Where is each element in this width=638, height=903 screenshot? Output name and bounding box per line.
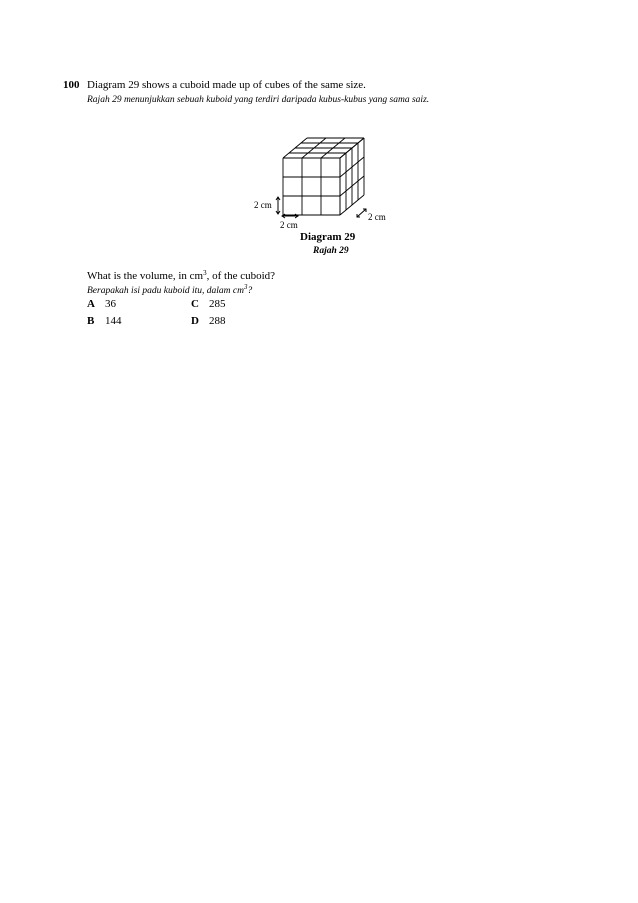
width-label: 2 cm [280, 220, 298, 230]
option-value: 285 [209, 298, 226, 310]
depth-arrow [357, 209, 366, 217]
cuboid-figure [250, 128, 400, 233]
option-value: 144 [105, 315, 122, 327]
option-c [191, 298, 226, 310]
option-letter: A [87, 298, 95, 310]
cube-grid [283, 138, 364, 215]
question-stem-malay: Rajah 29 menunjukkan sebuah kuboid yang terdiri daripada kubus-kubus yang sama saiz. [87, 95, 430, 105]
volume-question-english: What is the volume, in $cm^3$, of the cuboid? [87, 269, 276, 282]
option-value: 36 [105, 298, 116, 310]
option-a [87, 298, 116, 310]
option-letter: C [191, 298, 199, 310]
diagram-caption-english: Diagram 29 [300, 231, 356, 243]
height-label: 2 cm [254, 200, 272, 210]
volume-question-malay: Berapakah isi padu kuboid itu, dalam $cm^3$? [87, 283, 253, 296]
option-value: 288 [209, 315, 226, 327]
option-letter: D [191, 315, 199, 327]
cuboid-diagram [250, 128, 400, 233]
option-b [87, 315, 122, 327]
diagram-caption-malay: Rajah 29 [313, 246, 349, 256]
depth-label: 2 cm [368, 212, 386, 222]
option-letter: B [87, 315, 95, 327]
question-stem-english: Diagram 29 shows a cuboid made up of cubes of the same size. [87, 79, 366, 91]
option-d [191, 315, 226, 327]
question-number: 100 [63, 79, 80, 91]
